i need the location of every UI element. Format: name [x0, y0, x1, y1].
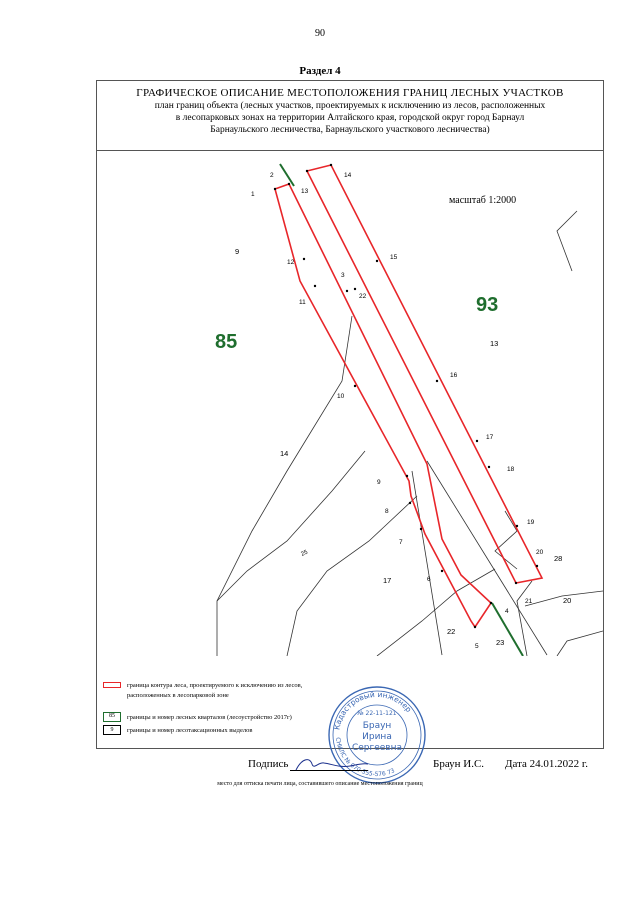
legend-contour-swatch [103, 682, 121, 688]
vertex-4 [490, 602, 492, 604]
svg-text:Ирина: Ирина [362, 732, 392, 742]
svg-text:СНИЛС № 070-355-576 73: СНИЛС № 070-355-576 73 [334, 736, 396, 779]
vertex-label-7: 7 [399, 539, 403, 546]
vertex-label-10: 10 [337, 393, 345, 400]
vertex-22 [354, 288, 356, 290]
subcompartment-17: 17 [383, 576, 392, 585]
boundary-line-west [217, 316, 352, 656]
svg-text:№ 22-11-121: № 22-11-121 [357, 710, 397, 717]
vertex-2 [288, 183, 290, 185]
boundary-map [97, 151, 603, 656]
vertex-8 [409, 502, 411, 504]
vertex-15 [376, 260, 378, 262]
vertex-21 [515, 582, 517, 584]
boundary-line-west-lower [217, 451, 365, 601]
legend-sub-swatch: 9 [103, 725, 121, 735]
boundary-line-ne [495, 511, 517, 569]
vertex-label-16: 16 [450, 372, 458, 379]
subcompartment-23: 23 [496, 638, 505, 647]
quarter-labels [215, 294, 498, 353]
quarter-border-north [280, 164, 294, 186]
vertex-label-1: 1 [251, 191, 255, 198]
boundary-line-central [287, 496, 417, 656]
vertex-label-5: 5 [475, 643, 479, 650]
signature-label: Подпись [248, 758, 289, 770]
subcompartment-9: 9 [235, 247, 240, 256]
vertex-label-22: 22 [359, 293, 367, 300]
vertex-9 [406, 475, 408, 477]
vertex-19 [516, 525, 518, 527]
handwritten-signature [292, 754, 372, 776]
vertex-label-6: 6 [427, 576, 431, 583]
vertex-11 [314, 285, 316, 287]
vertex-label-3: 3 [341, 272, 345, 279]
vertex-18 [488, 466, 490, 468]
svg-text:Сергеевна: Сергеевна [351, 743, 403, 753]
vertex-label-12: 12 [287, 259, 295, 266]
forest-contours [275, 165, 542, 627]
vertex-10 [354, 385, 356, 387]
legend-contour-label: граница контура леса, проектируемого к исключению из лесов, расположенных в лесопарковой зоне [127, 682, 303, 699]
quarter-93: 93 [476, 294, 499, 316]
vertex-label-21: 21 [525, 598, 533, 605]
vertex-label-14: 14 [344, 172, 352, 179]
signature-name: Браун И.С. [433, 758, 485, 770]
legend-sub-label: границы и номер лесотаксационных выделов [127, 727, 253, 734]
page-number: 90 [315, 28, 325, 39]
map-title: ГРАФИЧЕСКОЕ ОПИСАНИЕ МЕСТОПОЛОЖЕНИЯ ГРАНИЦ ЛЕСНЫХ УЧАСТКОВ [136, 87, 564, 99]
subcompartment-28: 28 [554, 554, 563, 563]
vertex-16 [436, 380, 438, 382]
vertex-label-11: 11 [299, 299, 306, 306]
vertex-14 [330, 164, 332, 166]
forest-road-left [412, 471, 442, 655]
vertex-6 [441, 570, 443, 572]
vertex-20 [536, 565, 538, 567]
subcompartment-14: 14 [280, 449, 289, 458]
boundary-line-east-3 [557, 631, 603, 656]
map-header [97, 81, 603, 151]
signature-date: Дата 24.01.2022 г. [505, 758, 588, 770]
vertex-label-9: 9 [377, 479, 381, 486]
vertex-3 [346, 290, 348, 292]
compartment-line-label: 25 [300, 549, 309, 558]
quarter-border [280, 164, 523, 656]
signature-note: место для оттиска печати лица, составившего описание местоположения границ [217, 781, 423, 787]
legend-quarter-swatch: 85 [103, 712, 121, 722]
map-scale: масштаб 1:2000 [449, 195, 517, 206]
vertex-1 [274, 188, 276, 190]
vertex-5 [474, 626, 476, 628]
vertex-13 [306, 170, 308, 172]
vertex-label-2: 2 [270, 172, 274, 179]
legend-quarter-label: границы и номер лесных кварталов (лесоустройство 2017г) [127, 714, 292, 721]
subcompartment-22: 22 [447, 627, 456, 636]
vertex-label-18: 18 [507, 466, 515, 473]
contour-east [307, 165, 542, 583]
subcompartment-boundaries [217, 211, 603, 656]
section-title: Раздел 4 [299, 65, 341, 77]
svg-text:Браун: Браун [362, 721, 392, 731]
vertex-label-17: 17 [486, 434, 494, 441]
boundary-line-east-4 [557, 211, 577, 271]
vertex-label-8: 8 [385, 508, 389, 515]
map-subtitle-1: план границ объекта (лесных участков, проектируемых к исключению из лесов, расположенных [154, 101, 546, 111]
vertex-label-20: 20 [536, 549, 544, 556]
contour-west [275, 184, 491, 627]
subcompartment-20: 20 [563, 596, 572, 605]
vertex-17 [476, 440, 478, 442]
vertex-label-13: 13 [301, 188, 309, 195]
vertex-label-15: 15 [390, 254, 398, 261]
subcompartment-13: 13 [490, 339, 499, 348]
forest-road-right [427, 461, 547, 655]
svg-text:Кадастровый инженер: Кадастровый инженер [332, 689, 414, 731]
vertex-label-19: 19 [527, 519, 535, 526]
map-subtitle-2: в лесопарковых зонах на территории Алтайского края, городской округ город Барнаул [175, 113, 525, 123]
vertex-label-4: 4 [505, 608, 509, 615]
vertex-7 [420, 528, 422, 530]
map-subtitle-3: Барнаульского лесничества, Барнаульского участкового лесничества) [210, 125, 490, 135]
vertex-12 [303, 258, 305, 260]
quarter-85: 85 [215, 331, 238, 353]
